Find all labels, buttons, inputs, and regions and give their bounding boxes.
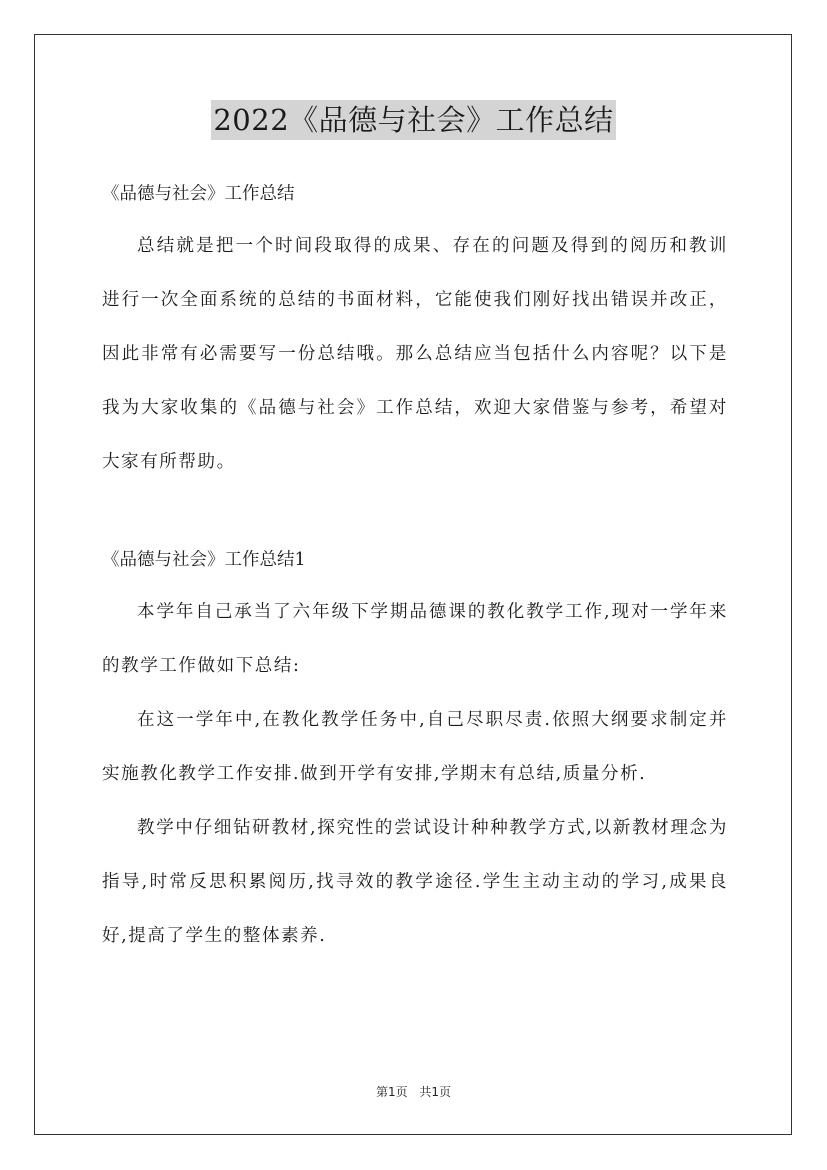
section-heading: 《品德与社会》工作总结1 [102, 550, 306, 570]
document-title: 2022《品德与社会》工作总结 [211, 100, 615, 140]
section-paragraph: 本学年自己承当了六年级下学期品德课的教化教学工作,现对一学年来的教学工作做如下总结: [102, 602, 728, 676]
section-spacer [102, 489, 728, 543]
page-footer [0, 1083, 827, 1100]
title-container [0, 100, 827, 140]
page-number: 第1页 [375, 1085, 408, 1099]
section-paragraph: 在这一学年中,在教化教学任务中,自己尽职尽责.依照大纲要求制定并实施教化教学工作安排.做到开学有安排,学期末有总结,质量分析. [102, 710, 728, 784]
intro-paragraph: 总结就是把一个时间段取得的成果、存在的问题及得到的阅历和教训进行一次全面系统的总结的书面材料，它能使我们刚好找出错误并改正，因此非常有必需要写一份总结哦。那么总结应当包括什么内容呢？以下是我为大家收集的《品德与社会》工作总结，欢迎大家借鉴与参考，希望对大家有所帮助。 [102, 236, 728, 472]
section-paragraph: 教学中仔细钻研教材,探究性的尝试设计种种教学方式,以新教材理念为指导,时常反思积累阅历,找寻效的教学途径.学生主动主动的学习,成果良好,提高了学生的整体素养. [102, 818, 728, 946]
document-subtitle: 《品德与社会》工作总结 [102, 184, 295, 204]
page-total: 共1页 [419, 1085, 452, 1099]
document-body [102, 177, 728, 963]
